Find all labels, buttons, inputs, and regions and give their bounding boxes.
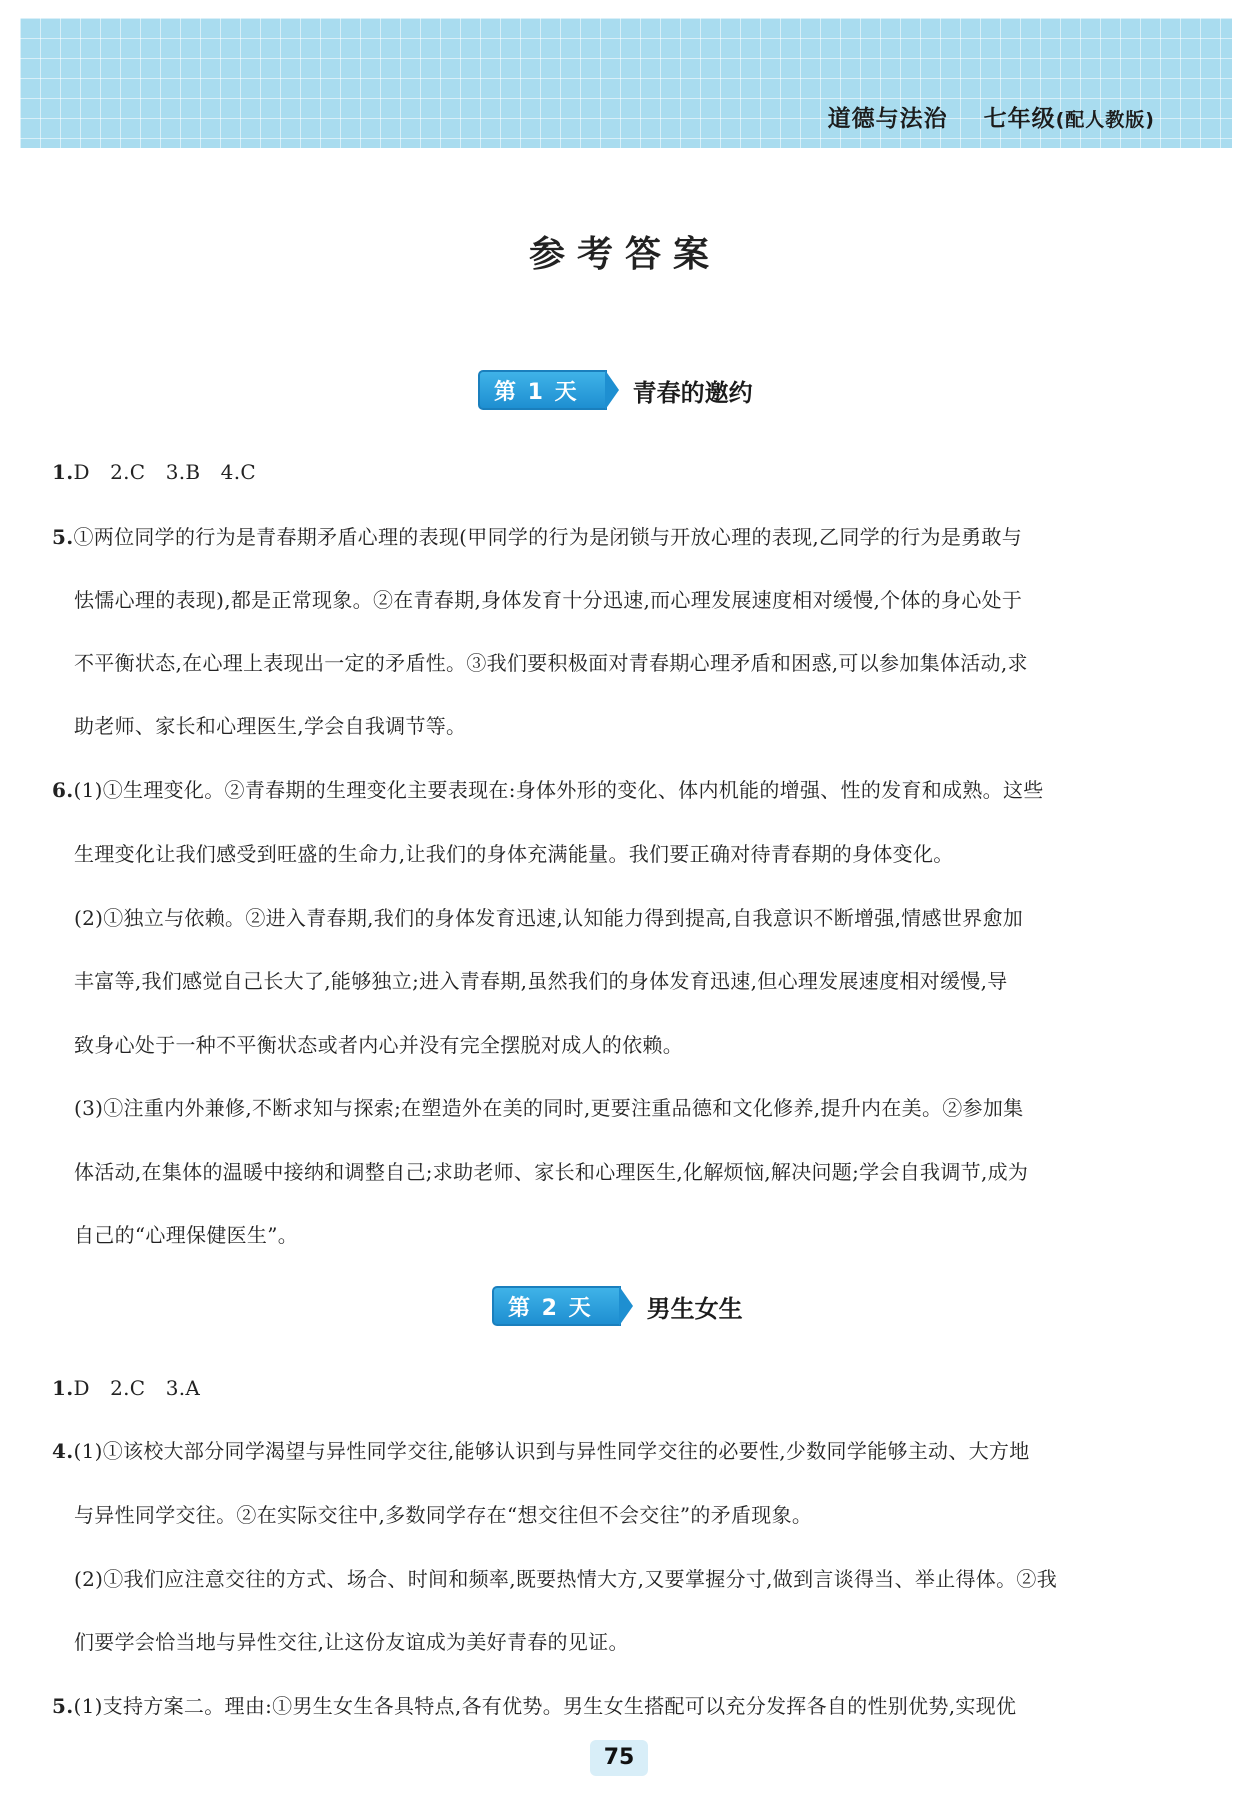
- answer-line: 6.(1)①生理变化。②青春期的生理变化主要表现在:身体外形的变化、体内机能的增强、性的发育和成熟。这些: [52, 778, 1044, 802]
- answer-line: 与异性同学交往。②在实际交往中,多数同学存在“想交往但不会交往”的矛盾现象。: [74, 1503, 813, 1527]
- answer-line: 体活动,在集体的温暖中接纳和调整自己;求助老师、家长和心理医生,化解烦恼,解决问题;学会自我调节,成为: [74, 1160, 1029, 1184]
- day1-heading: [478, 370, 753, 410]
- day2-badge: 第 2 天: [492, 1286, 621, 1326]
- answer-line: 怯懦心理的表现),都是正常现象。②在青春期,身体发育十分迅速,而心理发展速度相对缓慢,个体的身心处于: [74, 588, 1023, 612]
- page-title: 参考答案: [528, 233, 721, 275]
- answer-line: 丰富等,我们感觉自己长大了,能够独立;进入青春期,虽然我们的身体发育迅速,但心理发展速度相对缓慢,导: [74, 969, 1008, 993]
- answer-line: 5.(1)支持方案二。理由:①男生女生各具特点,各有优势。男生女生搭配可以充分发挥各自的性别优势,实现优: [52, 1694, 1017, 1718]
- answer-line: 1.D 2.C 3.B 4.C: [52, 460, 256, 484]
- book-title: [828, 100, 1155, 133]
- answer-line: 4.(1)①该校大部分同学渴望与异性同学交往,能够认识到与异性同学交往的必要性,少数同学能够主动、大方地: [52, 1439, 1030, 1463]
- answer-line: 们要学会恰当地与异性交往,让这份友谊成为美好青春的见证。: [74, 1630, 629, 1654]
- edition-label: (配人教版): [1055, 109, 1155, 131]
- answer-line: 不平衡状态,在心理上表现出一定的矛盾性。③我们要积极面对青春期心理矛盾和困惑,可以参加集体活动,求: [74, 651, 1028, 675]
- page-number: 75: [590, 1740, 648, 1776]
- day1-badge: 第 1 天: [478, 370, 607, 410]
- answer-line: (2)①我们应注意交往的方式、场合、时间和频率,既要热情大方,又要掌握分寸,做到言谈得当、举止得体。②我: [74, 1567, 1058, 1591]
- answer-line: 1.D 2.C 3.A: [52, 1376, 201, 1400]
- answer-line: (3)①注重内外兼修,不断求知与探索;在塑造外在美的同时,更要注重品德和文化修养,提升内在美。②参加集: [74, 1096, 1024, 1120]
- answer-line: 生理变化让我们感受到旺盛的生命力,让我们的身体充满能量。我们要正确对待青春期的身体变化。: [74, 842, 954, 866]
- grade-label: 七年级: [983, 106, 1056, 132]
- day2-heading: [492, 1286, 743, 1326]
- answer-line: 5.①两位同学的行为是青春期矛盾心理的表现(甲同学的行为是闭锁与开放心理的表现,乙同学的行为是勇敢与: [52, 525, 1023, 549]
- answer-line: 自己的“心理保健医生”。: [74, 1223, 299, 1247]
- day2-title: 男生女生: [646, 1294, 743, 1323]
- day1-title: 青春的邀约: [632, 378, 753, 407]
- answer-line: 助老师、家长和心理医生,学会自我调节等。: [74, 714, 467, 738]
- answer-line: (2)①独立与依赖。②进入青春期,我们的身体发育迅速,认知能力得到提高,自我意识不断增强,情感世界愈加: [74, 906, 1024, 930]
- subject-label: 道德与法治: [827, 106, 948, 132]
- answer-line: 致身心处于一种不平衡状态或者内心并没有完全摆脱对成人的依赖。: [74, 1033, 683, 1057]
